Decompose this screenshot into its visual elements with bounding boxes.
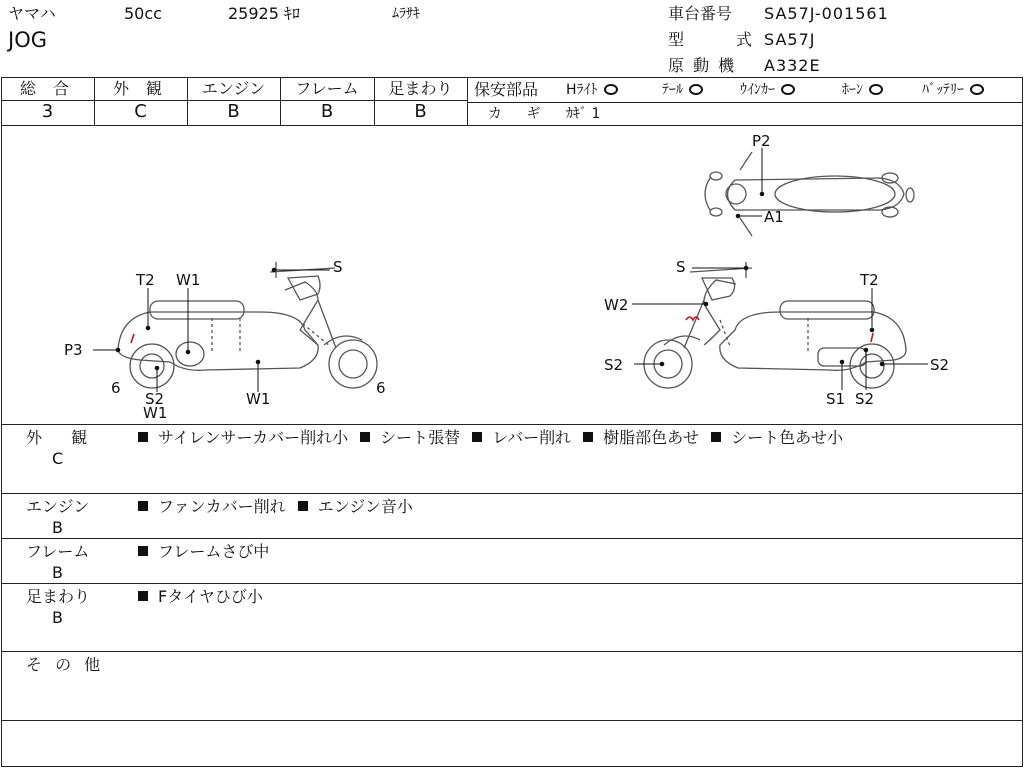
color-name: ﾑﾗｻｷ <box>392 6 420 22</box>
safety-item-label: ｳｲﾝｶｰ <box>740 82 775 98</box>
type-label-b: 式 <box>736 30 753 49</box>
findings-line-2 <box>1 538 1023 539</box>
grade-value-engine: B <box>227 101 240 122</box>
grade-value-suspension: B <box>414 101 427 122</box>
finding-title-exterior: 外 観 <box>26 428 100 447</box>
safety-item-label: ﾎｰﾝ <box>842 82 863 98</box>
grade-header-suspension: 足まわり <box>388 79 453 98</box>
model-name: JOG <box>8 28 47 52</box>
finding-item <box>583 428 699 447</box>
label-s2-muffler-right: S2 <box>855 390 875 408</box>
safety-label: 保安部品 <box>474 80 539 99</box>
grade-header-engine: エンジン <box>201 79 266 98</box>
grade-header-frame: フレーム <box>295 79 359 98</box>
finding-grade-frame: B <box>52 563 63 582</box>
key-label: カ ギ <box>488 106 551 122</box>
finding-item <box>138 542 269 561</box>
finding-item <box>360 428 460 447</box>
grade-value-frame: B <box>320 101 334 122</box>
finding-item-text: シート張替 <box>380 428 461 447</box>
mileage: 25925 ｷﾛ <box>228 4 300 23</box>
finding-item-text: ファンカバー削れ <box>158 497 286 516</box>
findings-line-3 <box>1 583 1023 584</box>
scooter-top-view-sketch <box>705 152 914 236</box>
finding-list-suspension <box>138 587 275 607</box>
frame-no-label: 車台番号 <box>668 4 733 23</box>
bullet-square-icon <box>711 432 721 442</box>
label-s2-rear-right: S2 <box>930 356 950 374</box>
safety-item-label: ﾃｰﾙ <box>662 82 683 98</box>
label-p2-top: P2 <box>752 132 771 150</box>
label-w1-seat-left: W1 <box>176 271 201 289</box>
label-w2-right: W2 <box>604 296 629 314</box>
displacement: 50cc <box>124 4 162 23</box>
finding-title-frame: フレーム <box>26 542 90 561</box>
finding-title-engine: エンジン <box>26 497 90 516</box>
grade-value-exterior: C <box>134 101 147 122</box>
finding-list-engine <box>138 497 425 517</box>
label-s2-left: S2 <box>145 390 165 408</box>
bullet-square-icon <box>138 501 148 511</box>
finding-title-other: そ の 他 <box>26 655 105 674</box>
finding-grade-engine: B <box>52 518 63 537</box>
type-label-a: 型 <box>668 30 685 49</box>
finding-list-exterior <box>138 428 855 448</box>
label-t2-left: T2 <box>136 271 155 289</box>
finding-item <box>138 587 263 606</box>
finding-list-frame <box>138 542 281 562</box>
finding-item <box>138 497 286 516</box>
label-p3-left: P3 <box>64 341 83 359</box>
bullet-square-icon <box>583 432 593 442</box>
finding-item <box>298 497 413 516</box>
finding-item-text: レバー削れ <box>492 428 572 447</box>
damage-marks <box>131 317 873 343</box>
bullet-square-icon <box>360 432 370 442</box>
label-s1-right: S1 <box>826 390 846 408</box>
finding-item-text: 樹脂部色あせ <box>603 428 700 447</box>
finding-grade-suspension: B <box>52 608 63 627</box>
finding-item-text: Fタイヤひび小 <box>158 587 263 606</box>
key-value: ｶｷﾞ 1 <box>566 106 601 122</box>
bullet-square-icon <box>138 432 148 442</box>
label-s-left: S <box>333 258 343 276</box>
type-value: SA57J <box>764 30 816 49</box>
leader-lines <box>93 148 928 392</box>
bullet-square-icon <box>138 546 148 556</box>
left-view-labels <box>64 258 386 422</box>
bullet-square-icon <box>472 432 482 442</box>
finding-item-text: サイレンサーカバー削れ小 <box>158 428 349 447</box>
finding-item-text: シート色あせ小 <box>731 428 844 447</box>
finding-item <box>472 428 571 447</box>
findings-line-5 <box>1 720 1023 721</box>
label-s2-front-right: S2 <box>604 356 624 374</box>
label-6-front-left: 6 <box>376 379 386 397</box>
finding-item-text: フレームさび中 <box>158 542 270 561</box>
safety-item-label: Hﾗｲﾄ <box>566 82 598 98</box>
label-6-rear-left: 6 <box>111 379 121 397</box>
finding-grade-exterior: C <box>52 449 64 468</box>
finding-title-suspension: 足まわり <box>26 587 91 606</box>
maker-name: ヤマハ <box>8 4 56 23</box>
right-view-labels <box>604 258 949 408</box>
engine-label: 原 動 機 <box>668 56 737 75</box>
frame-no-value: SA57J-001561 <box>764 4 889 23</box>
label-w1-body-left: W1 <box>246 390 271 408</box>
findings-line-4 <box>1 651 1023 652</box>
engine-value: A332E <box>764 56 821 75</box>
label-s-right: S <box>676 258 686 276</box>
label-a1-top: A1 <box>764 208 784 226</box>
label-w1-wheel-left: W1 <box>143 404 168 422</box>
finding-item-text: エンジン音小 <box>317 497 413 516</box>
safety-item-label: ﾊﾞｯﾃﾘｰ <box>922 82 964 98</box>
finding-item <box>138 428 348 447</box>
finding-item <box>711 428 843 447</box>
findings-line-1 <box>1 493 1023 494</box>
grade-header-overall: 総 合 <box>19 79 76 98</box>
label-t2-right: T2 <box>860 271 879 289</box>
grade-header-exterior: 外 観 <box>112 79 169 98</box>
bullet-square-icon <box>138 591 148 601</box>
bullet-square-icon <box>298 501 308 511</box>
grade-value-overall: 3 <box>41 101 54 122</box>
